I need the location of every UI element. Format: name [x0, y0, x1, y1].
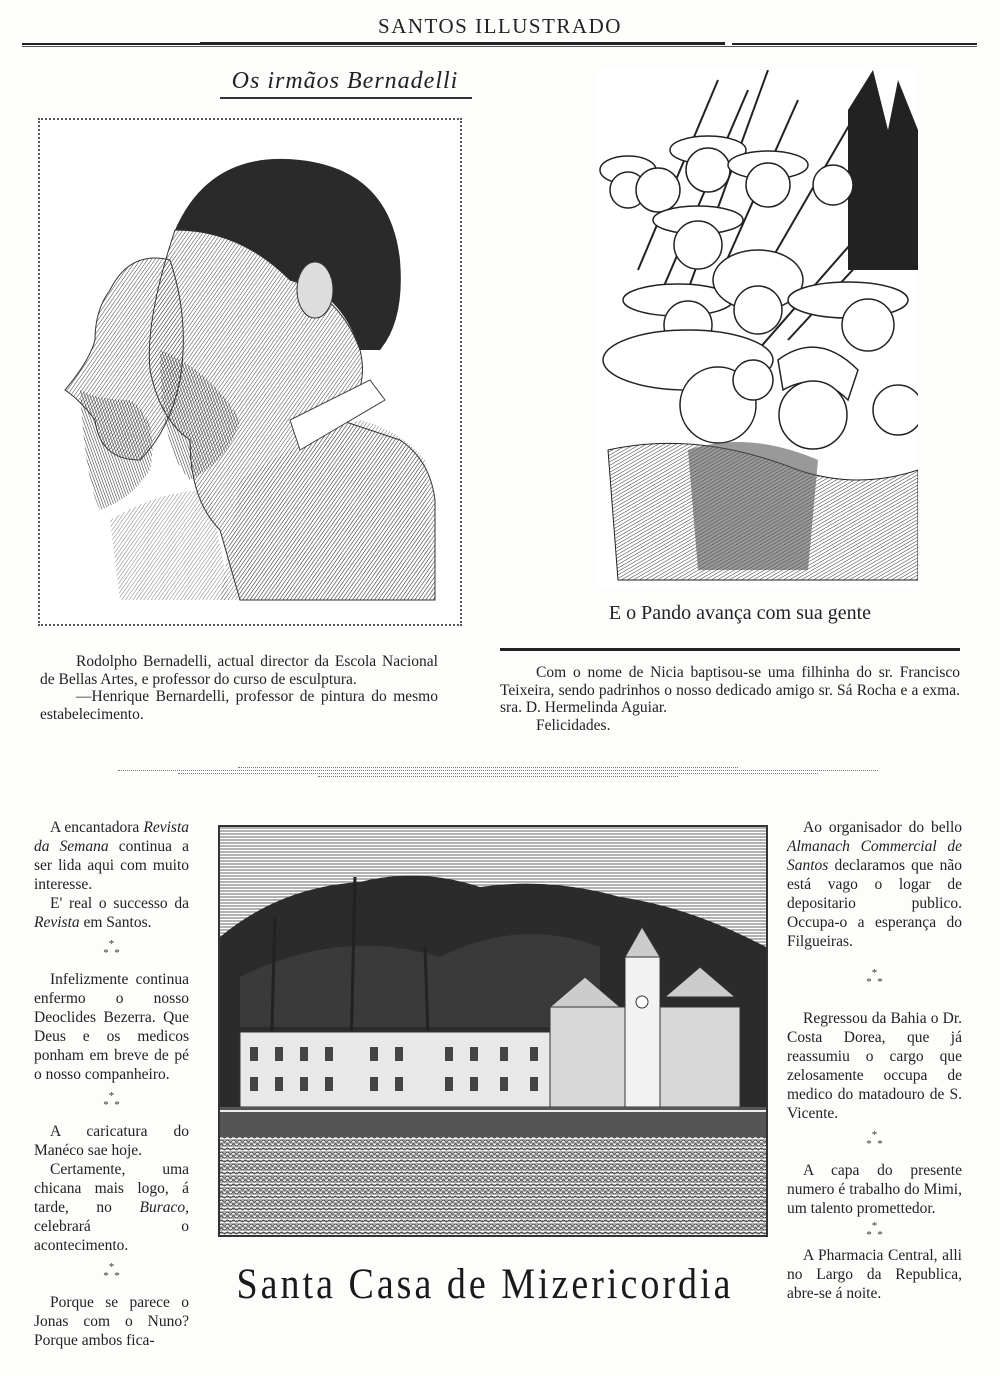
news-item: Regressou da Bahia o Dr. Costa Dorea, que já reassumiu o cargo que zelosamente occupa de medico do matadouro de S. Vicente. — [787, 1010, 962, 1122]
news-item: E' real o successo da Revista em Santos. — [34, 895, 189, 931]
asterism-separator: * * * — [103, 938, 120, 959]
right-news-column — [787, 818, 962, 1303]
news-item: A Pharmacia Central, alli no Largo da Republica, abre-se á noite. — [787, 1247, 962, 1302]
bernadelli-heading: Os irmãos Bernadelli — [231, 68, 459, 94]
news-item: A encantadora Revista da Semana continua a ser lida aqui com muito interesse. — [34, 819, 189, 893]
pando-illustration — [598, 70, 918, 590]
santa-casa-illustration — [218, 825, 768, 1237]
dotted-separator — [118, 765, 878, 777]
news-item: A capa do presente numero é trabalho do Mimi, um talento promettedor. — [787, 1162, 962, 1217]
baptism-notice — [500, 664, 960, 734]
masthead-title: SANTOS ILLUSTRADO — [378, 14, 622, 38]
news-item: Certamente, uma chicana mais logo, á tarde, no Buraco, celebrará o acontecimento. — [34, 1161, 189, 1254]
news-item: Porque se parece o Jonas com o Nuno? Porque ambos fica- — [34, 1294, 189, 1349]
pando-caption: E o Pando avança com sua gente — [608, 602, 872, 624]
left-news-column — [34, 818, 189, 1350]
masthead-rule — [22, 42, 977, 46]
caption-paragraph: Rodolpho Bernadelli, actual director da Escola Nacional de Bellas Artes, e professor do curso de esculptura. — [40, 653, 438, 688]
news-item: A caricatura do Manéco sae hoje. — [34, 1123, 189, 1159]
hospital-engraving-icon — [220, 827, 766, 1235]
news-item: Ao organisador do bello Almanach Commercial de Santos declaramos que não está vago o logar de depositario publico. Occupa-o a esperança do Filgueiras. — [787, 819, 962, 950]
asterism-separator: * * * — [866, 1220, 883, 1241]
asterism-separator: * * * — [103, 1261, 120, 1282]
crowd-caricature-icon — [598, 70, 918, 590]
asterism-separator: * * * — [866, 1129, 883, 1150]
news-item: Infelizmente continua enfermo o nosso Deoclides Bezerra. Que Deus e os medicos ponham em breve de pé o nosso companheiro. — [34, 971, 189, 1083]
santa-casa-title: Santa Casa de Mizericordia — [236, 1259, 734, 1309]
section-rule — [500, 648, 960, 651]
bernadelli-caption — [40, 653, 438, 723]
notice-paragraph: Com o nome de Nicia baptisou-se uma filhinha do sr. Francisco Teixeira, sendo padrinhos o nosso dedicado amigo sr. Sá Rocha e a exma. sra. D. Hermelinda Aguiar. — [500, 664, 960, 716]
asterism-separator: * * * — [866, 967, 883, 988]
caption-paragraph: —Henrique Bernardelli, professor de pintura do mesmo estabelecimento. — [40, 688, 438, 723]
bernadelli-portrait — [38, 118, 462, 626]
asterism-separator: * * * — [103, 1090, 120, 1111]
heading-underline — [220, 97, 472, 99]
notice-paragraph: Felicidades. — [536, 716, 611, 734]
portrait-engraving-icon — [40, 120, 460, 624]
